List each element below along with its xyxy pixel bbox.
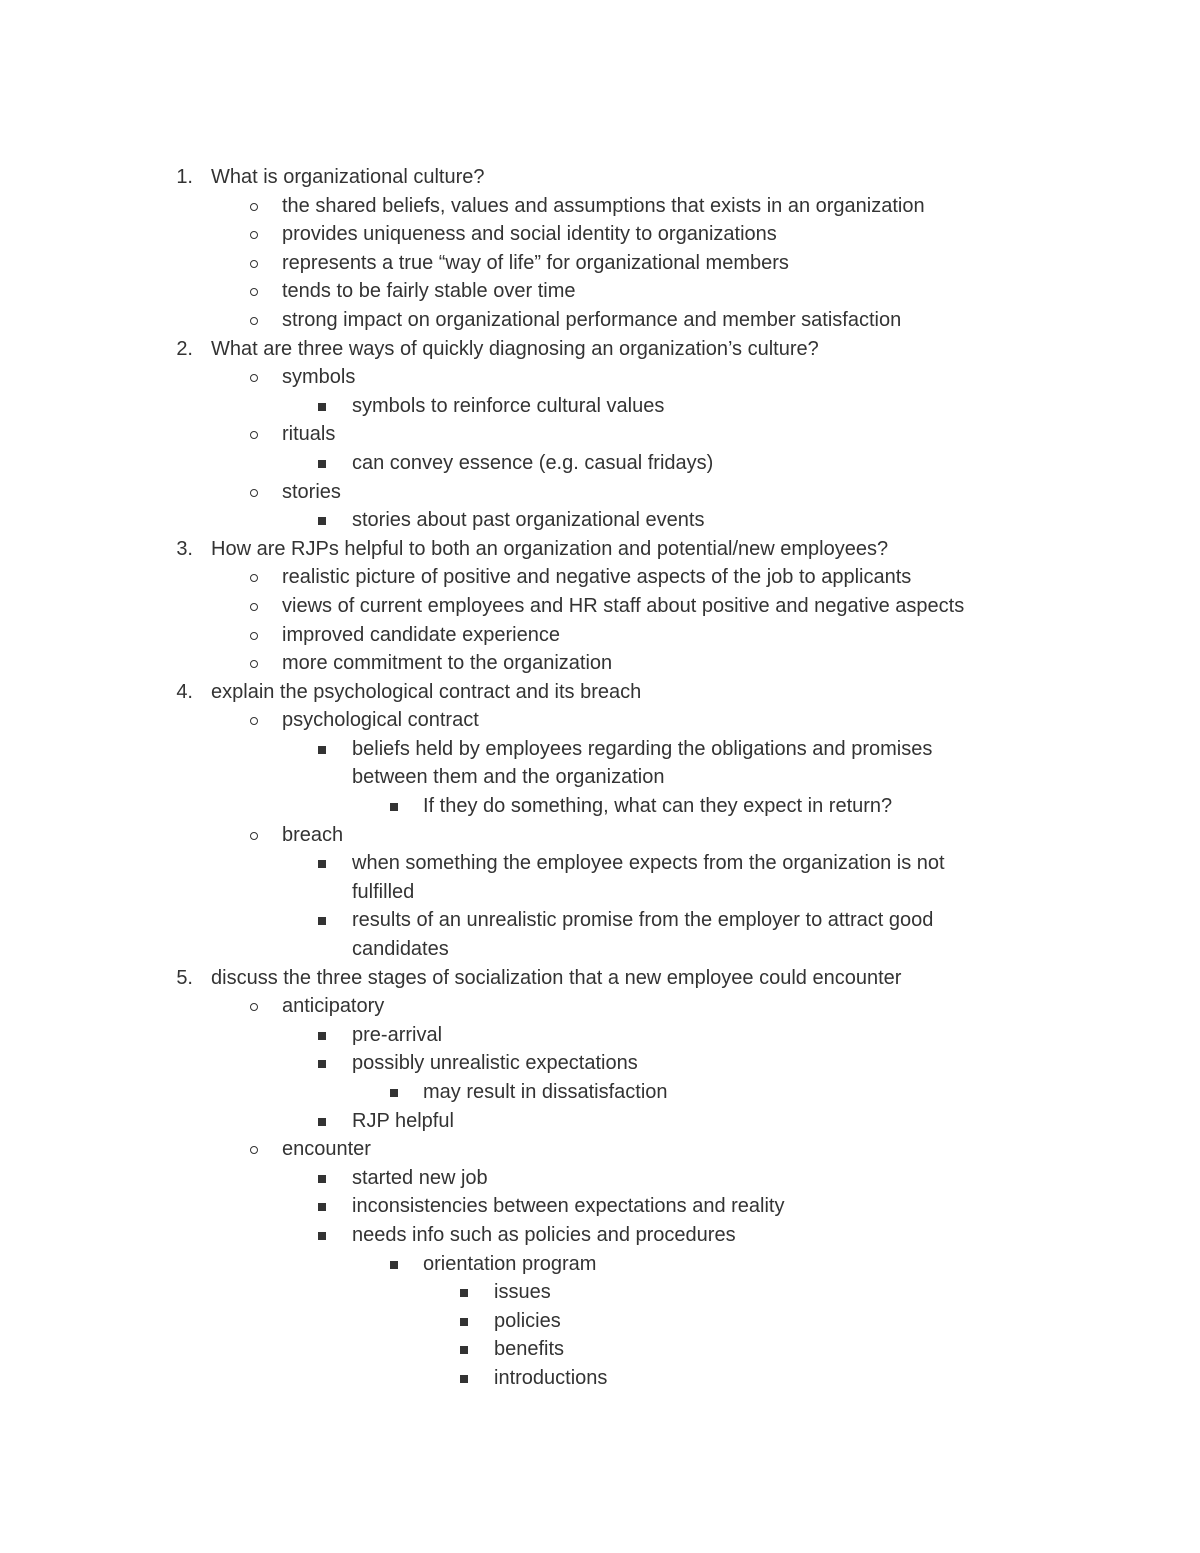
hollow-circle-bullet-icon <box>250 574 258 582</box>
list-item <box>0 449 1200 478</box>
hollow-circle-bullet-icon <box>250 231 258 239</box>
item-text: between them and the organization <box>352 766 665 789</box>
square-bullet-icon <box>318 1060 326 1068</box>
item-text: anticipatory <box>282 995 385 1018</box>
square-bullet-icon <box>390 1261 398 1269</box>
hollow-circle-bullet-icon <box>250 203 258 211</box>
item-text: possibly unrealistic expectations <box>352 1052 638 1075</box>
item-text: can convey essence (e.g. casual fridays) <box>352 451 714 474</box>
question-line <box>0 335 1200 364</box>
item-text: inconsistencies between expectations and reality <box>352 1195 785 1218</box>
question-text: What are three ways of quickly diagnosing an organization’s culture? <box>211 337 819 360</box>
hollow-circle-bullet-icon <box>250 489 258 497</box>
list-number: 2. <box>176 337 193 360</box>
list-item <box>0 306 1200 335</box>
list-number: 4. <box>176 680 193 703</box>
list-number: 3. <box>176 537 193 560</box>
square-bullet-icon <box>460 1318 468 1326</box>
square-bullet-icon <box>318 1118 326 1126</box>
list-item <box>0 621 1200 650</box>
item-text: may result in dissatisfaction <box>423 1081 668 1103</box>
square-bullet-icon <box>318 860 326 868</box>
square-bullet-icon <box>390 1089 398 1097</box>
hollow-circle-bullet-icon <box>250 317 258 325</box>
item-text: rituals <box>282 423 336 446</box>
item-text: orientation program <box>423 1252 597 1275</box>
list-item <box>0 792 1200 821</box>
list-item <box>0 277 1200 306</box>
item-text: results of an unrealistic promise from the employer to attract good <box>352 909 934 932</box>
item-text: encounter <box>282 1138 371 1161</box>
document-body <box>0 163 1200 1393</box>
item-text: symbols <box>282 366 356 389</box>
list-number: 1. <box>176 166 193 188</box>
question-text: What is organizational culture? <box>211 166 485 188</box>
list-item <box>0 1307 1200 1336</box>
list-item <box>0 563 1200 592</box>
item-text: started new job <box>352 1166 488 1189</box>
hollow-circle-bullet-icon <box>250 632 258 640</box>
list-item <box>0 849 1200 878</box>
square-bullet-icon <box>460 1289 468 1297</box>
list-item <box>0 420 1200 449</box>
list-item <box>0 706 1200 735</box>
list-item <box>0 1364 1200 1393</box>
item-text: more commitment to the organization <box>282 652 613 675</box>
item-text: tends to be fairly stable over time <box>282 280 576 303</box>
item-text: realistic picture of positive and negative aspects of the job to applicants <box>282 566 912 589</box>
item-text: needs info such as policies and procedures <box>352 1223 736 1246</box>
square-bullet-icon <box>318 1203 326 1211</box>
item-text: represents a true “way of life” for organizational members <box>282 251 789 274</box>
item-text: when something the employee expects from the organization is not <box>352 852 945 875</box>
item-text: beliefs held by employees regarding the obligations and promises <box>352 737 933 760</box>
hollow-circle-bullet-icon <box>250 1146 258 1154</box>
square-bullet-icon <box>318 1175 326 1183</box>
item-text: psychological contract <box>282 709 479 732</box>
list-item <box>0 821 1200 850</box>
question-line <box>0 678 1200 707</box>
item-text: issues <box>494 1281 551 1304</box>
hollow-circle-bullet-icon <box>250 832 258 840</box>
item-text: fulfilled <box>352 880 415 903</box>
hollow-circle-bullet-icon <box>250 374 258 382</box>
list-item <box>0 906 1200 935</box>
item-text: views of current employees and HR staff about positive and negative aspects <box>282 594 965 617</box>
item-text: stories about past organizational events <box>352 509 705 532</box>
item-text: policies <box>494 1309 561 1332</box>
list-item <box>0 1049 1200 1078</box>
item-text: the shared beliefs, values and assumptions that exists in an organization <box>282 194 925 217</box>
square-bullet-icon <box>318 746 326 754</box>
square-bullet-icon <box>460 1375 468 1383</box>
item-text: introductions <box>494 1366 608 1389</box>
item-text: benefits <box>494 1338 565 1361</box>
hollow-circle-bullet-icon <box>250 660 258 668</box>
list-item <box>0 1278 1200 1307</box>
list-item-continuation <box>0 763 1200 792</box>
list-item <box>0 220 1200 249</box>
square-bullet-icon <box>318 1032 326 1040</box>
list-item <box>0 1250 1200 1279</box>
list-item <box>0 1192 1200 1221</box>
item-text: pre-arrival <box>352 1023 443 1046</box>
list-item <box>0 249 1200 278</box>
list-item <box>0 363 1200 392</box>
list-item <box>0 506 1200 535</box>
question-text: discuss the three stages of socialization that a new employee could encounter <box>211 966 902 989</box>
square-bullet-icon <box>318 1232 326 1240</box>
list-item <box>0 735 1200 764</box>
square-bullet-icon <box>318 460 326 468</box>
list-item <box>0 1221 1200 1250</box>
square-bullet-icon <box>318 517 326 525</box>
hollow-circle-bullet-icon <box>250 431 258 439</box>
list-item-continuation <box>0 935 1200 964</box>
hollow-circle-bullet-icon <box>250 260 258 268</box>
list-item <box>0 649 1200 678</box>
question-text: How are RJPs helpful to both an organization and potential/new employees? <box>211 537 889 560</box>
hollow-circle-bullet-icon <box>250 603 258 611</box>
question-line <box>0 163 1200 192</box>
item-text: candidates <box>352 938 449 961</box>
list-item-continuation <box>0 878 1200 907</box>
list-item <box>0 992 1200 1021</box>
list-item <box>0 192 1200 221</box>
square-bullet-icon <box>460 1346 468 1354</box>
question-text: explain the psychological contract and its breach <box>211 680 642 703</box>
hollow-circle-bullet-icon <box>250 288 258 296</box>
item-text: If they do something, what can they expect in return? <box>423 795 893 818</box>
list-item <box>0 1107 1200 1136</box>
hollow-circle-bullet-icon <box>250 1003 258 1011</box>
list-item <box>0 1135 1200 1164</box>
list-item <box>0 1078 1200 1107</box>
item-text: breach <box>282 823 344 846</box>
question-line <box>0 535 1200 564</box>
list-item <box>0 1164 1200 1193</box>
list-item <box>0 392 1200 421</box>
item-text: stories <box>282 480 341 503</box>
list-item <box>0 592 1200 621</box>
list-item <box>0 1335 1200 1364</box>
list-item <box>0 1021 1200 1050</box>
question-line <box>0 964 1200 993</box>
square-bullet-icon <box>390 803 398 811</box>
hollow-circle-bullet-icon <box>250 717 258 725</box>
square-bullet-icon <box>318 917 326 925</box>
item-text: symbols to reinforce cultural values <box>352 394 665 417</box>
list-number: 5. <box>176 966 193 989</box>
square-bullet-icon <box>318 403 326 411</box>
item-text: strong impact on organizational performance and member satisfaction <box>282 308 902 331</box>
item-text: provides uniqueness and social identity to organizations <box>282 223 777 246</box>
list-item <box>0 478 1200 507</box>
item-text: RJP helpful <box>352 1109 454 1132</box>
item-text: improved candidate experience <box>282 623 560 646</box>
